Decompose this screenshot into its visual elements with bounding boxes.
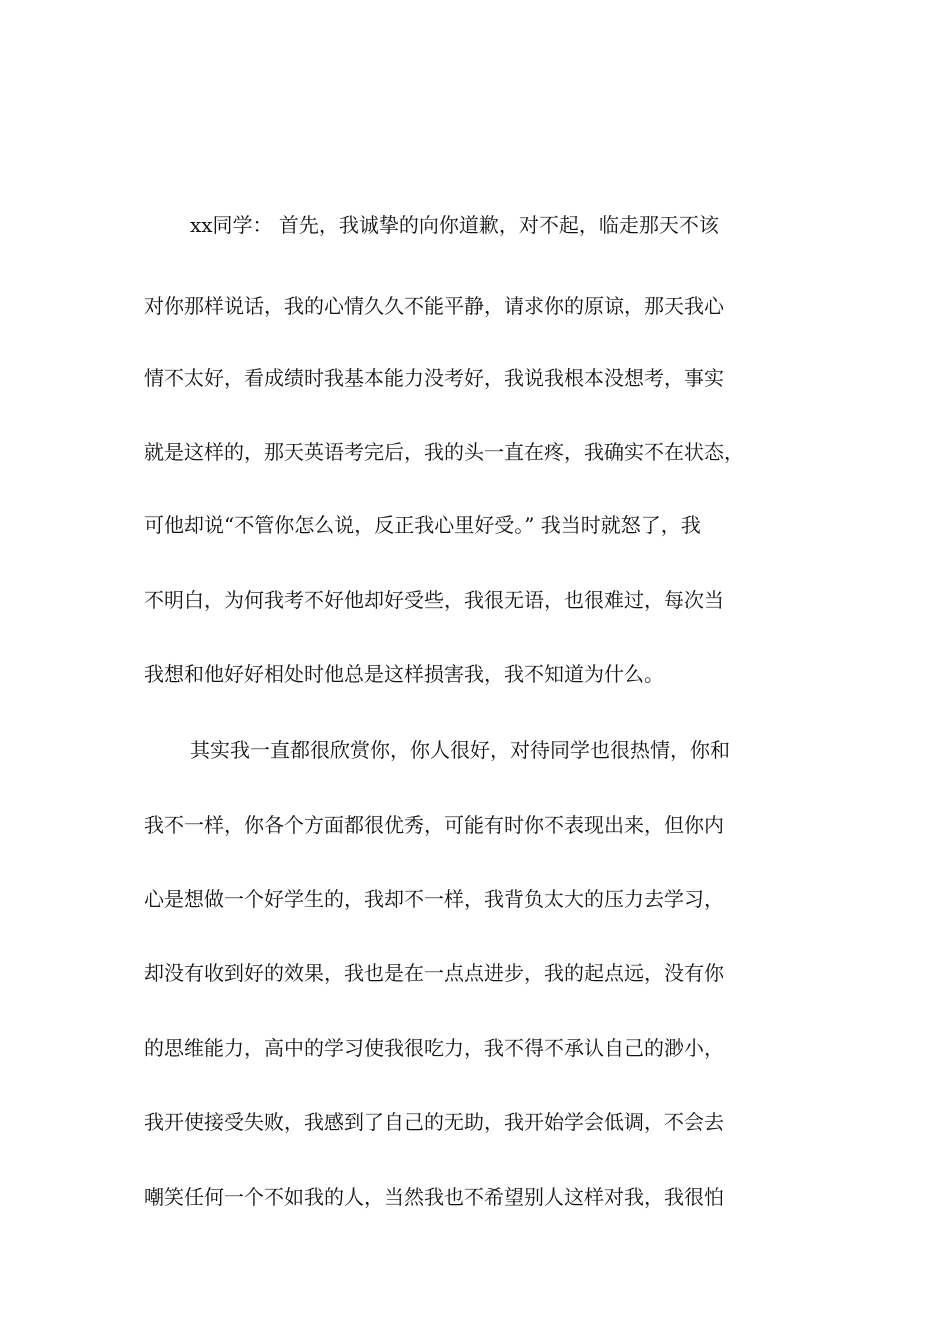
paragraph-2-line-6: 我开使接受失败，我感到了自己的无助，我开始学会低调，不会去 — [144, 1110, 724, 1134]
paragraph-1-line-5: 可他却说“不管你怎么说，反正我心里好受。” 我当时就怒了，我 — [144, 513, 701, 537]
paragraph-1-line-4: 就是这样的，那天英语考完后，我的头一直在疼，我确实不在状态， — [144, 440, 744, 464]
paragraph-2-line-4: 却没有收到好的效果，我也是在一点点进步，我的起点远，没有你 — [144, 961, 724, 985]
paragraph-2-line-2: 我不一样，你各个方面都很优秀，可能有时你不表现出来，但你内 — [144, 813, 724, 837]
paragraph-1-line-2: 对你那样说话，我的心情久久不能平静，请求你的原谅，那天我心 — [144, 294, 724, 318]
paragraph-2-line-3: 心是想做一个好学生的，我却不一样，我背负太大的压力去学习， — [144, 887, 724, 911]
paragraph-1-line-3: 情不太好，看成绩时我基本能力没考好，我说我根本没想考，事实 — [144, 366, 724, 390]
paragraph-2-line-7: 嘲笑任何一个不如我的人，当然我也不希望别人这样对我，我很怕 — [144, 1185, 724, 1209]
paragraph-1-line-6: 不明白，为何我考不好他却好受些，我很无语，也很难过，每次当 — [144, 588, 724, 612]
paragraph-2-line-1: 其实我一直都很欣赏你，你人很好，对待同学也很热情，你和 — [190, 738, 730, 762]
paragraph-2-line-5: 的思维能力，高中的学习使我很吃力，我不得不承认自己的渺小， — [144, 1036, 724, 1060]
paragraph-1-line-1: xx同学： 首先，我诚挚的向你道歉，对不起，临走那天不该 — [190, 213, 719, 237]
paragraph-1-line-7: 我想和他好好相处时他总是这样损害我，我不知道为什么。 — [144, 662, 664, 686]
